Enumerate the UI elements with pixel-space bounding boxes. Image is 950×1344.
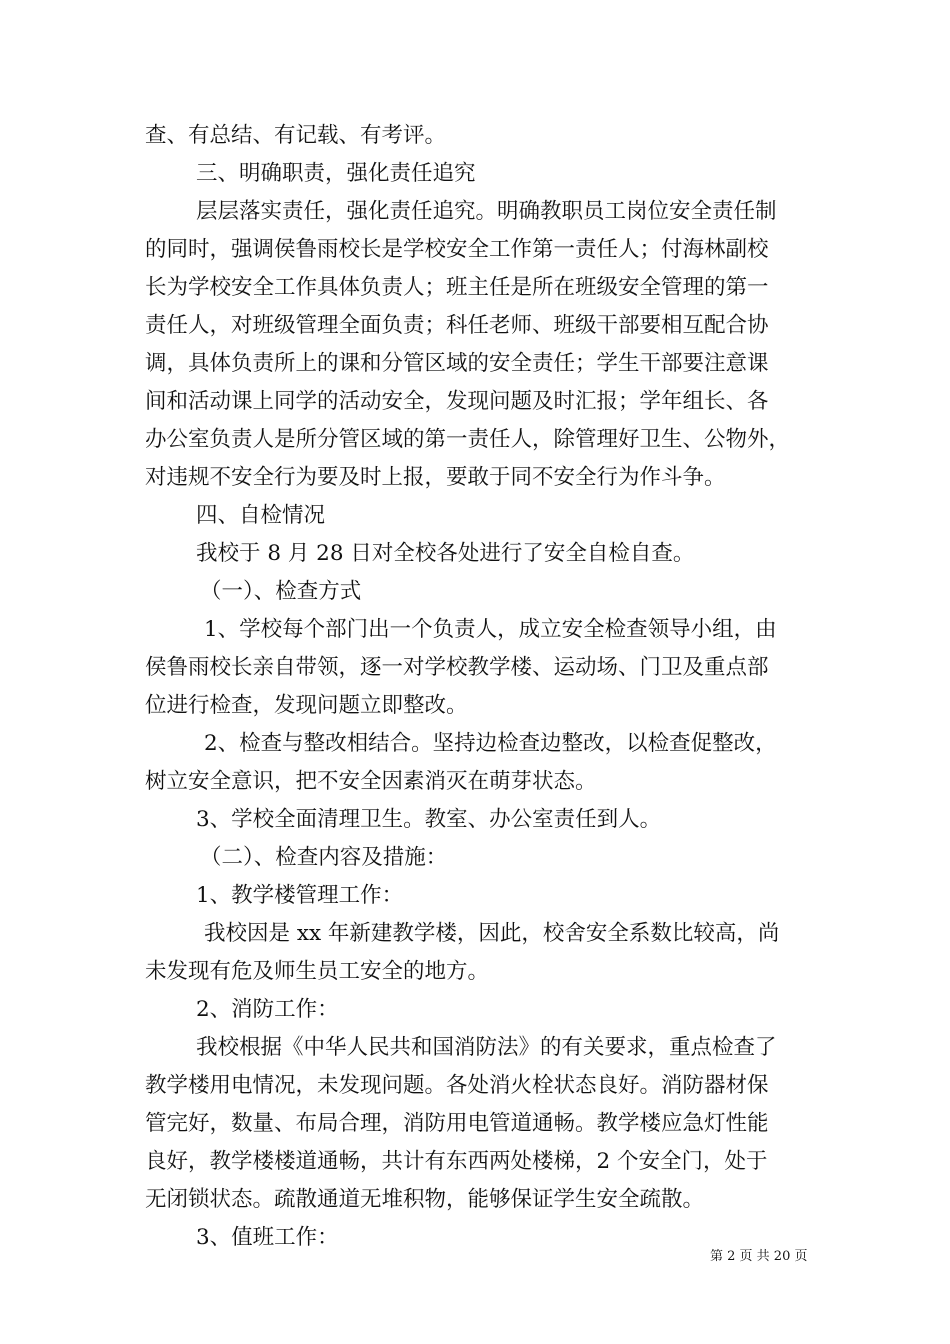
text-line: 长为学校安全工作具体负责人；班主任是所在班级安全管理的第一 (145, 275, 769, 300)
text-line: 调，具体负责所上的课和分管区域的安全责任；学生干部要注意课 (145, 351, 769, 376)
page-number: 第 2 页 共 20 页 (710, 1249, 808, 1264)
text-line: 良好，教学楼楼道通畅，共计有东西两处楼梯，2 个安全门，处于 (145, 1149, 768, 1174)
subsection-heading: （一）、检查方式 (200, 579, 362, 604)
text-line: 2、检查与整改相结合。坚持边检查边整改，以检查促整改， (204, 731, 777, 756)
text-line: 1、学校每个部门出一个负责人，成立安全检查领导小组，由 (204, 617, 777, 642)
text-line: 我校根据《中华人民共和国消防法》的有关要求，重点检查了 (196, 1035, 777, 1060)
text-line: 查、有总结、有记载、有考评。 (145, 123, 447, 148)
text-line: 树立安全意识，把不安全因素消灭在萌芽状态。 (145, 769, 597, 794)
text-line: 教学楼用电情况，未发现问题。各处消火栓状态良好。消防器材保 (145, 1073, 769, 1098)
text-line: 责任人，对班级管理全面负责；科任老师、班级干部要相互配合协 (145, 313, 769, 338)
text-line: 3、学校全面清理卫生。教室、办公室责任到人。 (196, 807, 662, 832)
section-heading: 四、自检情况 (196, 503, 326, 528)
item-heading: 2、消防工作： (196, 997, 339, 1022)
text-line: 我校因是 xx 年新建教学楼，因此，校舍安全系数比较高，尚 (204, 921, 780, 946)
text-line: 位进行检查，发现问题立即整改。 (145, 693, 468, 718)
item-heading: 3、值班工作： (196, 1225, 339, 1250)
text-line: 对违规不安全行为要及时上报，要敢于同不安全行为作斗争。 (145, 465, 726, 490)
text-line: 未发现有危及师生员工安全的地方。 (145, 959, 490, 984)
text-line: 无闭锁状态。疏散通道无堆积物，能够保证学生安全疏散。 (145, 1187, 705, 1212)
text-line: 管完好，数量、布局合理，消防用电管道通畅。教学楼应急灯性能 (145, 1111, 769, 1136)
section-heading: 三、明确职责，强化责任追究 (196, 161, 476, 186)
text-line: 层层落实责任，强化责任追究。明确教职员工岗位安全责任制 (196, 199, 777, 224)
text-line: 我校于 8 月 28 日对全校各处进行了安全自检自查。 (196, 541, 695, 566)
text-line: 办公室负责人是所分管区域的第一责任人，除管理好卫生、公物外， (145, 427, 791, 452)
subsection-heading: （二）、检查内容及措施： (200, 845, 448, 870)
text-line: 的同时，强调侯鲁雨校长是学校安全工作第一责任人；付海林副校 (145, 237, 769, 262)
text-line: 间和活动课上同学的活动安全，发现问题及时汇报；学年组长、各 (145, 389, 769, 414)
text-line: 侯鲁雨校长亲自带领，逐一对学校教学楼、运动场、门卫及重点部 (145, 655, 769, 680)
item-heading: 1、教学楼管理工作： (196, 883, 404, 908)
